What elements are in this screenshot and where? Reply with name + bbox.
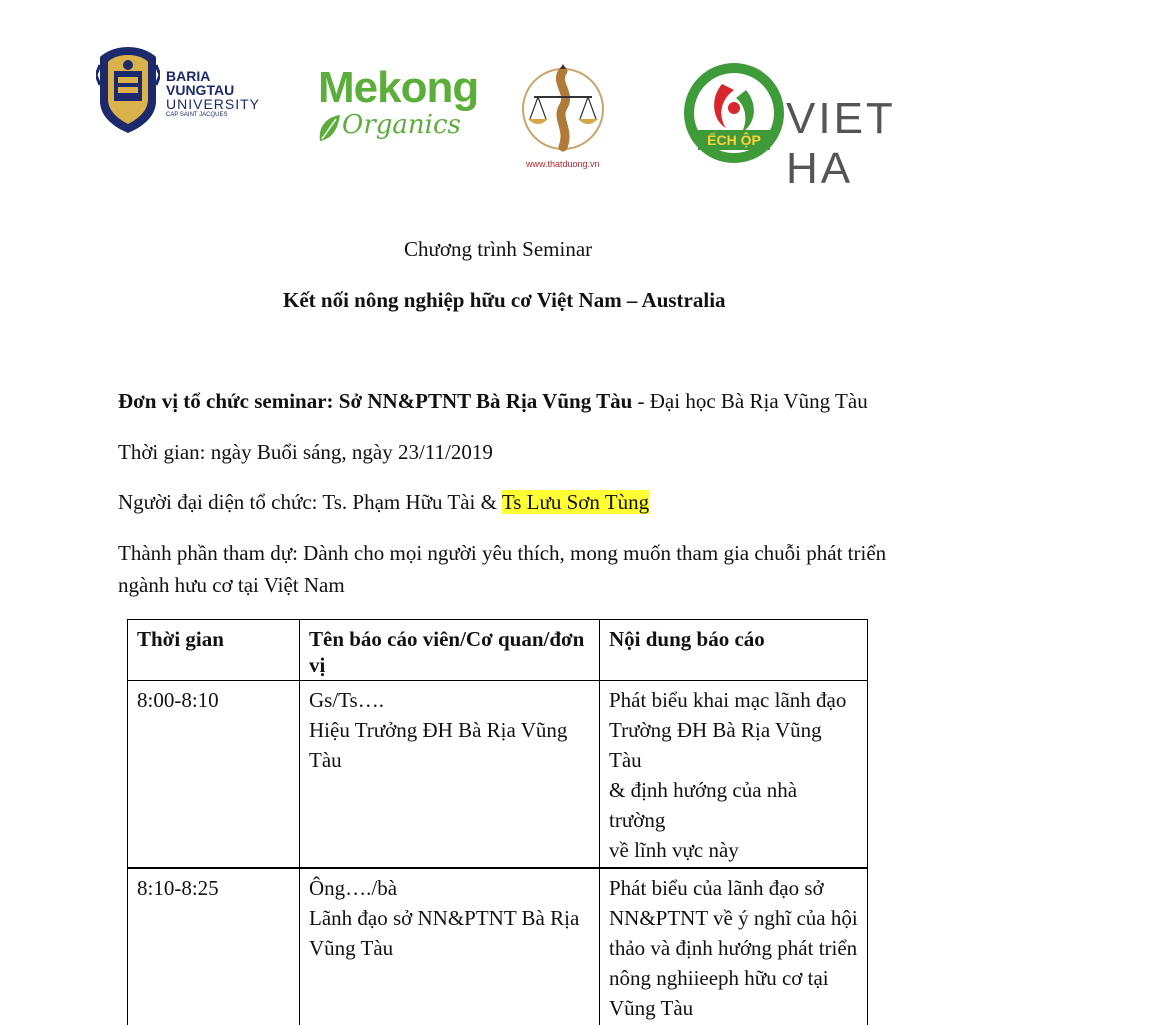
content-line: NN&PTNT về ý nghĩ của hội	[609, 906, 858, 930]
table-header-row	[128, 620, 868, 681]
leaf-icon	[316, 113, 342, 143]
row-speaker	[300, 868, 600, 1025]
row-time: 8:10-8:25	[128, 868, 300, 1025]
organizer-line	[118, 388, 868, 414]
row-content	[600, 868, 868, 1025]
header-time: Thời gian	[128, 620, 300, 681]
speaker-line: Hiệu Trưởng ĐH Bà Rịa Vũng	[309, 718, 568, 742]
speaker-line: Vũng Tàu	[309, 936, 394, 960]
table-row	[128, 868, 868, 1025]
content-line: Vũng Tàu	[609, 996, 694, 1020]
mekong-wordmark: Mekong	[318, 63, 479, 112]
speaker-line: Gs/Ts….	[309, 688, 384, 712]
header-speaker-line1: Tên báo cáo viên/Cơ quan/đơn	[309, 627, 585, 651]
organizer-rest: - Đại học Bà Rịa Vũng Tàu	[632, 389, 868, 413]
time-line: Thời gian: ngày Buổi sáng, ngày 23/11/2019	[118, 440, 493, 464]
mekong-organics-logo	[316, 63, 479, 155]
speaker-line: Tàu	[309, 748, 342, 772]
organics-wordmark: Organics	[342, 110, 461, 140]
representative-highlight: Ts Lưu Sơn Tùng	[501, 490, 650, 514]
echop-seal-icon	[682, 54, 786, 172]
header-speaker-line2: vị	[309, 653, 326, 677]
vietha-wordmark: VIET HA	[786, 94, 896, 193]
header-speaker	[300, 620, 600, 681]
content-line: Trường ĐH Bà Rịa Vũng Tàu	[609, 718, 822, 772]
representative-line	[118, 489, 649, 515]
content-line: Phát biểu của lãnh đạo sở	[609, 876, 824, 900]
speaker-line: Lãnh đạo sở NN&PTNT Bà Rịa	[309, 906, 580, 930]
content-line: Phát biểu khai mạc lãnh đạo	[609, 688, 847, 712]
svg-text:ẾCH ỘP: ẾCH ỘP	[707, 132, 761, 148]
representative-label: Người đại diện tổ chức: Ts. Phạm Hữu Tài &	[118, 490, 502, 514]
bvu-name-line2: UNIVERSITY	[166, 96, 261, 112]
row-time: 8:00-8:10	[128, 681, 300, 869]
participants-line-2: ngành hưu cơ tại Việt Nam	[118, 573, 345, 597]
echop-vietha-logo	[682, 54, 944, 193]
participants-line-1: Thành phần tham dự: Dành cho mọi người yêu thích, mong muốn tham gia chuỗi phát triển	[118, 541, 887, 565]
document-subtitle: Kết nối nông nghiệp hữu cơ Việt Nam – Australia	[283, 288, 726, 312]
thatduong-url: www.thatduong.vn	[526, 159, 600, 169]
scale-icon	[520, 63, 606, 159]
thatduong-logo	[520, 63, 606, 173]
bvu-crest-icon	[96, 45, 160, 135]
content-line: nông nghiieeph hữu cơ tại	[609, 966, 829, 990]
schedule-table	[127, 619, 868, 1025]
content-line: thảo và định hướng phát triển	[609, 936, 858, 960]
row-content	[600, 681, 868, 869]
content-line: về lĩnh vực này	[609, 838, 739, 862]
speaker-line: Ông…./bà	[309, 876, 398, 900]
content-line: & định hướng của nhà trường	[609, 778, 798, 832]
organizer-label: Đơn vị tổ chức seminar: Sở NN&PTNT Bà Rịa Vũng Tàu	[118, 389, 633, 413]
bvu-logo	[96, 45, 276, 135]
document-title: Chương trình Seminar	[404, 237, 593, 261]
header-content: Nội dung báo cáo	[600, 620, 868, 681]
row-speaker	[300, 681, 600, 869]
table-row	[128, 681, 868, 869]
bvu-name-line1: BARIA VUNGTAU	[166, 68, 235, 98]
bvu-name-line3: CAP SAINT JACQUES	[166, 112, 228, 118]
